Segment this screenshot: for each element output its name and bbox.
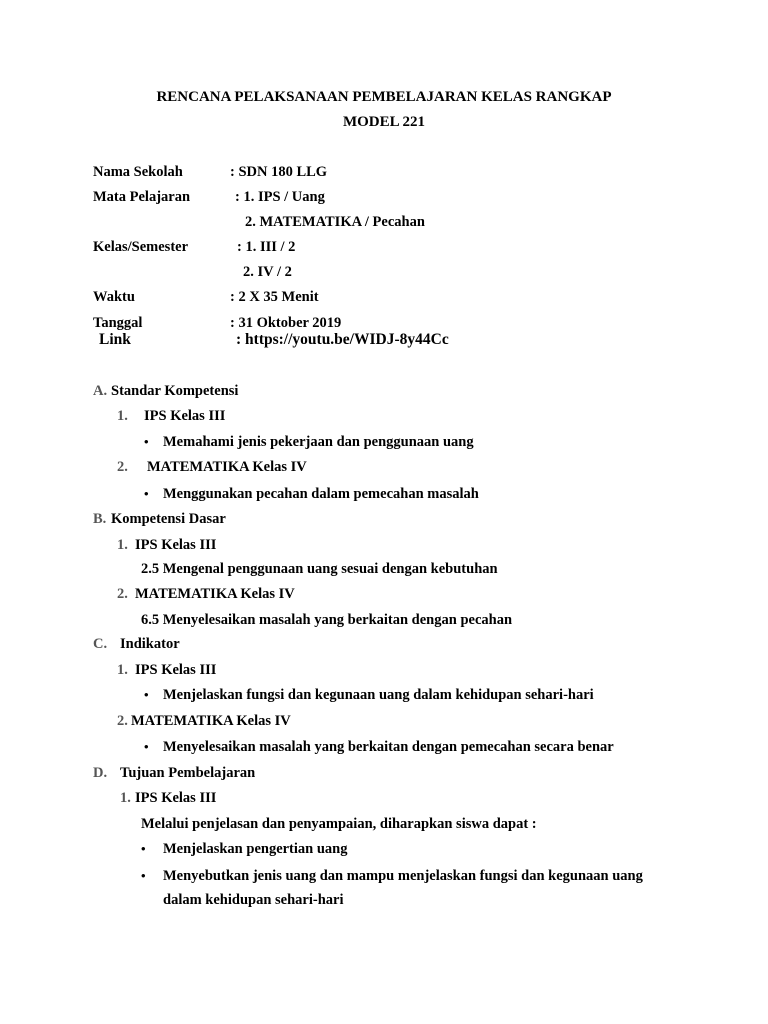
mata-pelajaran-value-1: : 1. IPS / Uang (235, 189, 325, 205)
section-c-marker: C. (93, 636, 108, 652)
bullet-icon: • (141, 868, 146, 883)
section-a-item2-num: 2. (117, 459, 128, 475)
section-b-item1-num: 1. (117, 537, 128, 553)
section-c-item2-label: MATEMATIKA Kelas IV (131, 713, 291, 729)
section-a-title: Standar Kompetensi (111, 383, 239, 399)
section-c-item2-num: 2. (117, 713, 128, 729)
nama-sekolah-value: : SDN 180 LLG (230, 164, 328, 180)
bullet-icon: • (144, 687, 149, 702)
section-d-bullet2-line1: Menyebutkan jenis uang dan mampu menjelaskan fungsi dan kegunaan uang (163, 868, 643, 884)
section-b-item2-num: 2. (117, 586, 128, 602)
kelas-semester-label: Kelas/Semester (93, 239, 189, 255)
section-d-item1-num: 1. (120, 790, 131, 806)
section-a-item2-bullet: Menggunakan pecahan dalam pemecahan masalah (163, 486, 479, 502)
bullet-icon: • (144, 486, 149, 501)
waktu-label: Waktu (93, 289, 135, 305)
mata-pelajaran-label: Mata Pelajaran (93, 189, 191, 205)
waktu-value: : 2 X 35 Menit (230, 289, 319, 305)
section-a-item2-label: MATEMATIKA Kelas IV (147, 459, 307, 475)
bullet-icon: • (144, 434, 149, 449)
section-b-marker: B. (93, 511, 107, 527)
section-a-item1-num: 1. (117, 408, 128, 424)
section-d-marker: D. (93, 765, 108, 781)
section-a-item1-bullet: Memahami jenis pekerjaan dan penggunaan uang (163, 434, 474, 450)
bullet-icon: • (141, 841, 146, 856)
document-title: RENCANA PELAKSANAAN PEMBELAJARAN KELAS RANGKAP (156, 89, 612, 105)
section-d-title: Tujuan Pembelajaran (120, 765, 256, 781)
document-subtitle: MODEL 221 (342, 114, 426, 130)
section-a-item1-label: IPS Kelas III (144, 408, 226, 424)
section-d-intro: Melalui penjelasan dan penyampaian, diharapkan siswa dapat : (141, 816, 537, 832)
bullet-icon: • (144, 739, 149, 754)
link-value[interactable]: : https://youtu.be/WIDJ-8y44Cc (236, 331, 449, 348)
section-c-title: Indikator (120, 636, 180, 652)
section-d-item1-label: IPS Kelas III (135, 790, 217, 806)
section-d-bullet2-line2: dalam kehidupan sehari-hari (163, 892, 344, 908)
section-c-item2-bullet: Menyelesaikan masalah yang berkaitan dengan pemecahan secara benar (163, 739, 614, 755)
nama-sekolah-label: Nama Sekolah (93, 164, 183, 180)
tanggal-value: : 31 Oktober 2019 (230, 315, 342, 331)
section-c-item1-bullet: Menjelaskan fungsi dan kegunaan uang dalam kehidupan sehari-hari (163, 687, 594, 703)
kelas-semester-value-2: 2. IV / 2 (243, 264, 292, 280)
section-b-item2-text: 6.5 Menyelesaikan masalah yang berkaitan dengan pecahan (141, 612, 513, 628)
link-label: Link (99, 331, 131, 348)
section-c-item1-label: IPS Kelas III (135, 662, 217, 678)
tanggal-label: Tanggal (93, 315, 143, 331)
kelas-semester-value-1: : 1. III / 2 (237, 239, 296, 255)
section-d-bullet1: Menjelaskan pengertian uang (163, 841, 348, 857)
section-b-item1-text: 2.5 Mengenal penggunaan uang sesuai dengan kebutuhan (141, 561, 498, 577)
section-a-marker: A. (93, 383, 108, 399)
section-c-item1-num: 1. (117, 662, 128, 678)
section-b-title: Kompetensi Dasar (111, 511, 226, 527)
section-b-item2-label: MATEMATIKA Kelas IV (135, 586, 295, 602)
section-b-item1-label: IPS Kelas III (135, 537, 217, 553)
mata-pelajaran-value-2: 2. MATEMATIKA / Pecahan (245, 214, 425, 230)
